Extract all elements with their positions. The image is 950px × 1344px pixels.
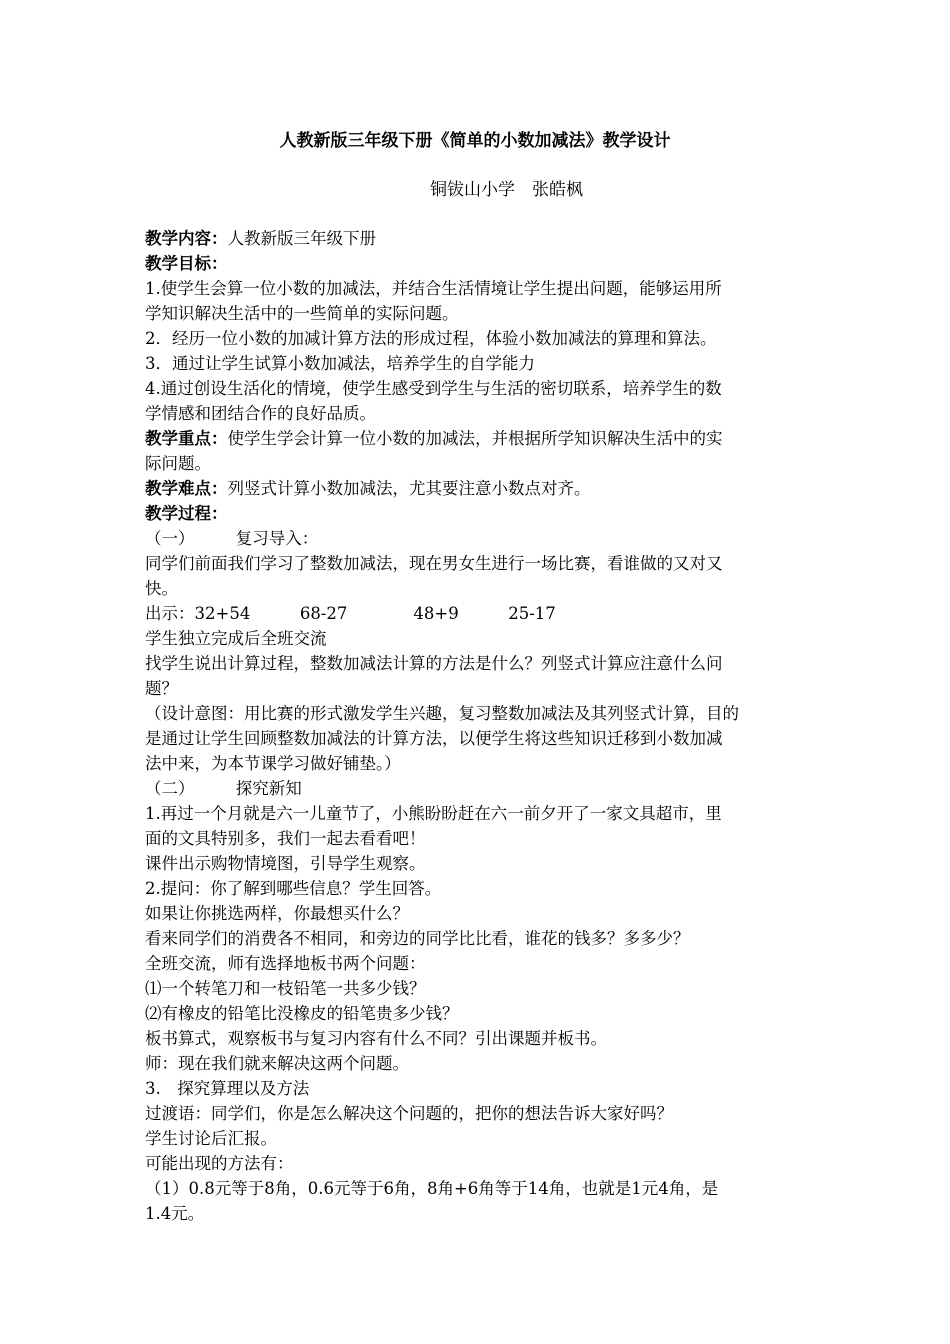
s1-design-note-a: （设计意图：用比赛的形式激发学生兴趣，复习整数加减法及其列竖式计算，目的 [145,704,739,723]
s2-question-1: ⑴一个转笔刀和一枝铅笔一共多少钱？ [145,979,426,998]
s1-design-note-c: 法中来，为本节课学习做好铺垫。） [145,754,401,773]
s1-paragraph-3b: 题？ [145,679,178,698]
s2-paragraph-1b: 面的文具特别多，我们一起去看看吧！ [145,829,426,848]
key-point-label: 教学重点： [145,429,228,448]
content-text: 人教新版三年级下册 [227,229,376,248]
goal-1b: 学知识解决生活中的一些简单的实际问题。 [145,304,459,323]
difficulty-line [145,476,810,501]
s2-paragraph-7: 板书算式，观察板书与复习内容有什么不同？引出课题并板书。 [145,1029,607,1048]
content-line [145,226,810,251]
key-point-text: 使学生学会计算一位小数的加减法，并根据所学知识解决生活中的实 [227,429,723,448]
s2-paragraph-4: 如果让你挑选两样，你最想买什么？ [145,904,409,923]
key-point-line [145,426,810,451]
s3-paragraph-1: 过渡语：同学们，你是怎么解决这个问题的，把你的想法告诉大家好吗？ [145,1104,673,1123]
s1-paragraph-2: 学生独立完成后全班交流 [145,629,327,648]
s2-question-2: ⑵有橡皮的铅笔比没橡皮的铅笔贵多少钱？ [145,1004,459,1023]
s1-paragraph-3a: 找学生说出计算过程，整数加减法计算的方法是什么？列竖式计算应注意什么问 [145,654,723,673]
s2-paragraph-1a: 1.再过一个月就是六一儿童节了，小熊盼盼赶在六一前夕开了一家文具超市，里 [145,804,722,823]
s1-paragraph-1a: 同学们前面我们学习了整数加减法，现在男女生进行一场比赛，看谁做的又对又 [145,554,723,573]
goal-4b: 学情感和团结合作的良好品质。 [145,404,376,423]
section-3-heading: 3. 探究算理以及方法 [145,1079,310,1098]
s3-paragraph-3: 可能出现的方法有： [145,1154,294,1173]
process-label: 教学过程： [145,504,228,523]
s3-paragraph-2: 学生讨论后汇报。 [145,1129,277,1148]
goal-4a: 4.通过创设生活化的情境，使学生感受到学生与生活的密切联系，培养学生的数 [145,379,722,398]
s2-paragraph-3: 2.提问：你了解到哪些信息？学生回答。 [145,879,442,898]
s2-paragraph-8: 师：现在我们就来解决这两个问题。 [145,1054,409,1073]
content-label: 教学内容： [145,229,228,248]
s3-method-1b: 1.4元。 [145,1204,205,1223]
author-line: 铜钹山小学 张皓枫 [430,180,583,200]
goal-3: 3．通过让学生试算小数加减法，培养学生的自学能力 [145,354,535,373]
s1-design-note-b: 是通过让学生回顾整数加减法的计算方法，以便学生将这些知识迁移到小数加减 [145,729,723,748]
s2-paragraph-6: 全班交流，师有选择地板书两个问题： [145,954,426,973]
s2-paragraph-5: 看来同学们的消费各不相同，和旁边的同学比比看，谁花的钱多？多多少？ [145,929,690,948]
goal-1a: 1.使学生会算一位小数的加减法，并结合生活情境让学生提出问题，能够运用所 [145,279,722,298]
document-body [145,226,810,1226]
s1-paragraph-1b: 快。 [145,579,178,598]
document-title: 人教新版三年级下册《简单的小数加减法》教学设计 [279,131,671,151]
s2-paragraph-2: 课件出示购物情境图，引导学生观察。 [145,854,426,873]
section-1-heading: （一） 复习导入： [145,529,319,548]
difficulty-label: 教学难点： [145,479,228,498]
key-point-cont: 际问题。 [145,454,211,473]
difficulty-text: 列竖式计算小数加减法，尤其要注意小数点对齐。 [227,479,591,498]
s3-method-1a: （1）0.8元等于8角，0.6元等于6角，8角+6角等于14角，也就是1元4角，是 [145,1179,719,1198]
goals-label: 教学目标： [145,254,228,273]
section-2-heading: （二） 探究新知 [145,779,302,798]
goal-2: 2．经历一位小数的加减计算方法的形成过程，体验小数加减法的算理和算法。 [145,329,717,348]
s1-exercises: 出示：32+54 68-27 48+9 25-17 [145,604,556,623]
